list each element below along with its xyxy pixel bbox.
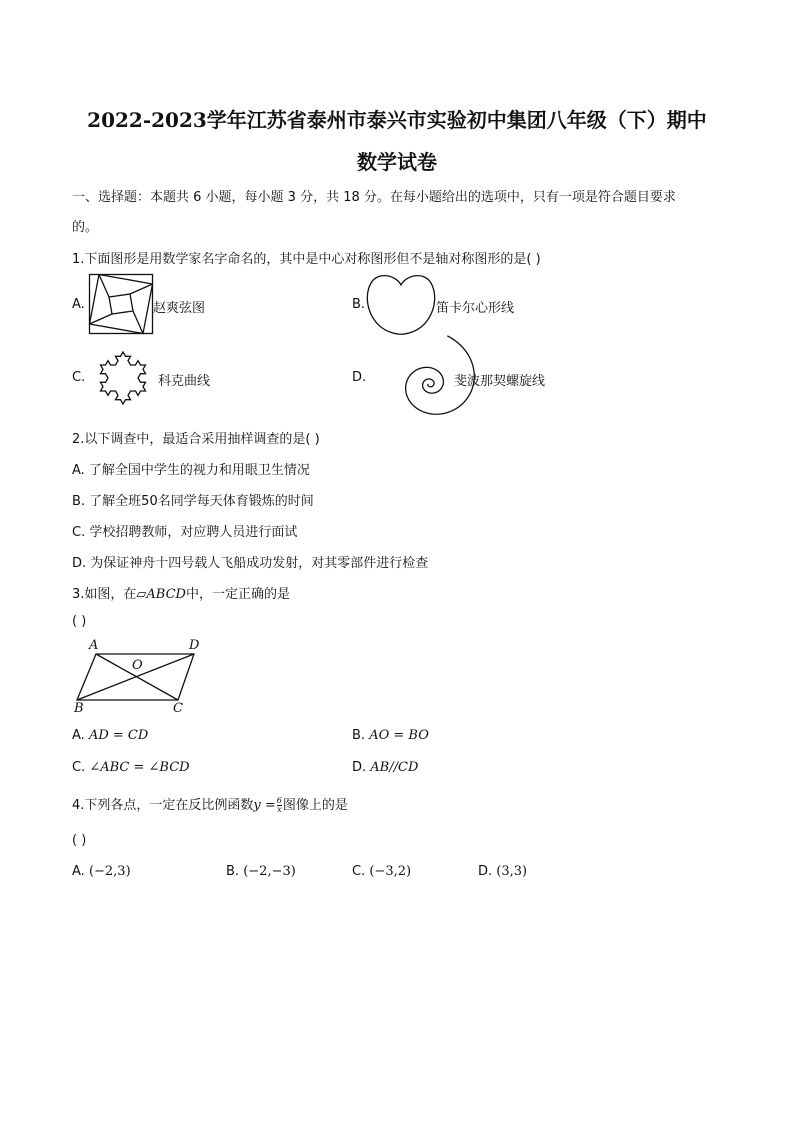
q1-option-b-label: B. <box>352 297 366 312</box>
q4-paren: ( ) <box>72 833 87 848</box>
q4-stem-post: 图像上的是 <box>282 798 348 813</box>
doc-title-line2: 数学试卷 <box>357 150 437 174</box>
q4-fraction <box>277 797 282 814</box>
q1-option-d-label: D. <box>352 370 367 385</box>
fibonacci-spiral <box>368 348 454 410</box>
q4-stem-pre: 4.下列各点，一定在反比例函数 <box>72 798 254 813</box>
q1-option-d-text: 斐波那契螺旋线 <box>454 374 546 389</box>
q3-option-a-math: AD = CD <box>88 728 149 743</box>
q1-option-a-label: A. <box>72 297 85 312</box>
section-heading-cont: 的。 <box>72 220 99 235</box>
cardioid-curve <box>366 273 436 335</box>
q3-stem-pre: 3.如图，在 <box>72 587 137 602</box>
q4-function-y: y = <box>253 798 276 813</box>
q4-fraction-numerator: 6 <box>276 796 282 805</box>
q3-option-d-math: AB//CD <box>370 760 419 775</box>
q1-stem: 1.下面图形是用数学家名字命名的，其中是中心对称图形但不是轴对称图形的是( ) <box>72 252 541 267</box>
q2-option-a: A. 了解全国中学生的视力和用眼卫生情况 <box>72 463 310 478</box>
q4-option-b <box>226 864 296 879</box>
q1-option-a-text: 赵爽弦图 <box>153 301 206 316</box>
q3-option-a-label: A. <box>72 728 85 743</box>
section-heading: 一、选择题：本题共 6 小题，每小题 3 分，共 18 分。在每小题给出的选项中，只有一项是符合题目要求 <box>72 190 676 205</box>
q4-option-d <box>478 864 527 879</box>
vertex-a-label: A <box>89 638 99 653</box>
q3-stem-math: ▱ABCD <box>136 587 186 602</box>
q4-option-c-label: C. <box>352 864 366 879</box>
q3-option-b-label: B. <box>352 728 366 743</box>
q3-option-c-math: ∠ABC = ∠BCD <box>89 760 190 775</box>
q3-paren: ( ) <box>72 614 87 629</box>
zhao-shuang-diagram <box>89 274 153 334</box>
vertex-c-label: C <box>173 701 183 716</box>
q3-option-d-label: D. <box>352 760 367 775</box>
q1-option-c-label: C. <box>72 370 86 385</box>
vertex-b-label: B <box>74 701 84 716</box>
q4-option-d-math: (3,3) <box>496 864 528 879</box>
q1-option-b-text: 笛卡尔心形线 <box>436 301 515 316</box>
q3-option-c-label: C. <box>72 760 86 775</box>
q2-stem: 2.以下调查中，最适合采用抽样调查的是( ) <box>72 432 320 447</box>
q4-option-b-math: (−2,−3) <box>243 864 296 879</box>
vertex-d-label: D <box>189 638 200 653</box>
q4-stem <box>72 794 348 814</box>
q2-option-d: D. 为保证神舟十四号载人飞船成功发射，对其零部件进行检查 <box>72 556 429 571</box>
q4-option-a <box>72 864 131 879</box>
q4-option-a-label: A. <box>72 864 85 879</box>
center-o-label: O <box>132 658 143 673</box>
q2-option-b: B. 了解全班50名同学每天体育锻炼的时间 <box>72 494 314 509</box>
q4-option-c-math: (−3,2) <box>369 864 412 879</box>
q3-option-b-math: AO = BO <box>369 728 429 743</box>
q2-option-c: C. 学校招聘教师，对应聘人员进行面试 <box>72 525 298 540</box>
q4-option-a-math: (−2,3) <box>88 864 131 879</box>
q3-option-c <box>72 760 190 775</box>
q1-option-c-text: 科克曲线 <box>158 374 211 389</box>
koch-snowflake <box>88 340 158 414</box>
q4-fraction-denominator: x <box>277 805 282 814</box>
q4-option-b-label: B. <box>226 864 240 879</box>
q4-option-c <box>352 864 411 879</box>
q3-option-b <box>352 728 429 743</box>
doc-title-line1: 2022-2023学年江苏省泰州市泰兴市实验初中集团八年级（下）期中 <box>87 108 707 132</box>
q3-stem-post: 中，一定正确的是 <box>185 587 290 602</box>
q4-option-d-label: D. <box>478 864 493 879</box>
q3-option-d <box>352 760 418 775</box>
q3-stem <box>72 583 290 602</box>
q3-option-a <box>72 728 148 743</box>
